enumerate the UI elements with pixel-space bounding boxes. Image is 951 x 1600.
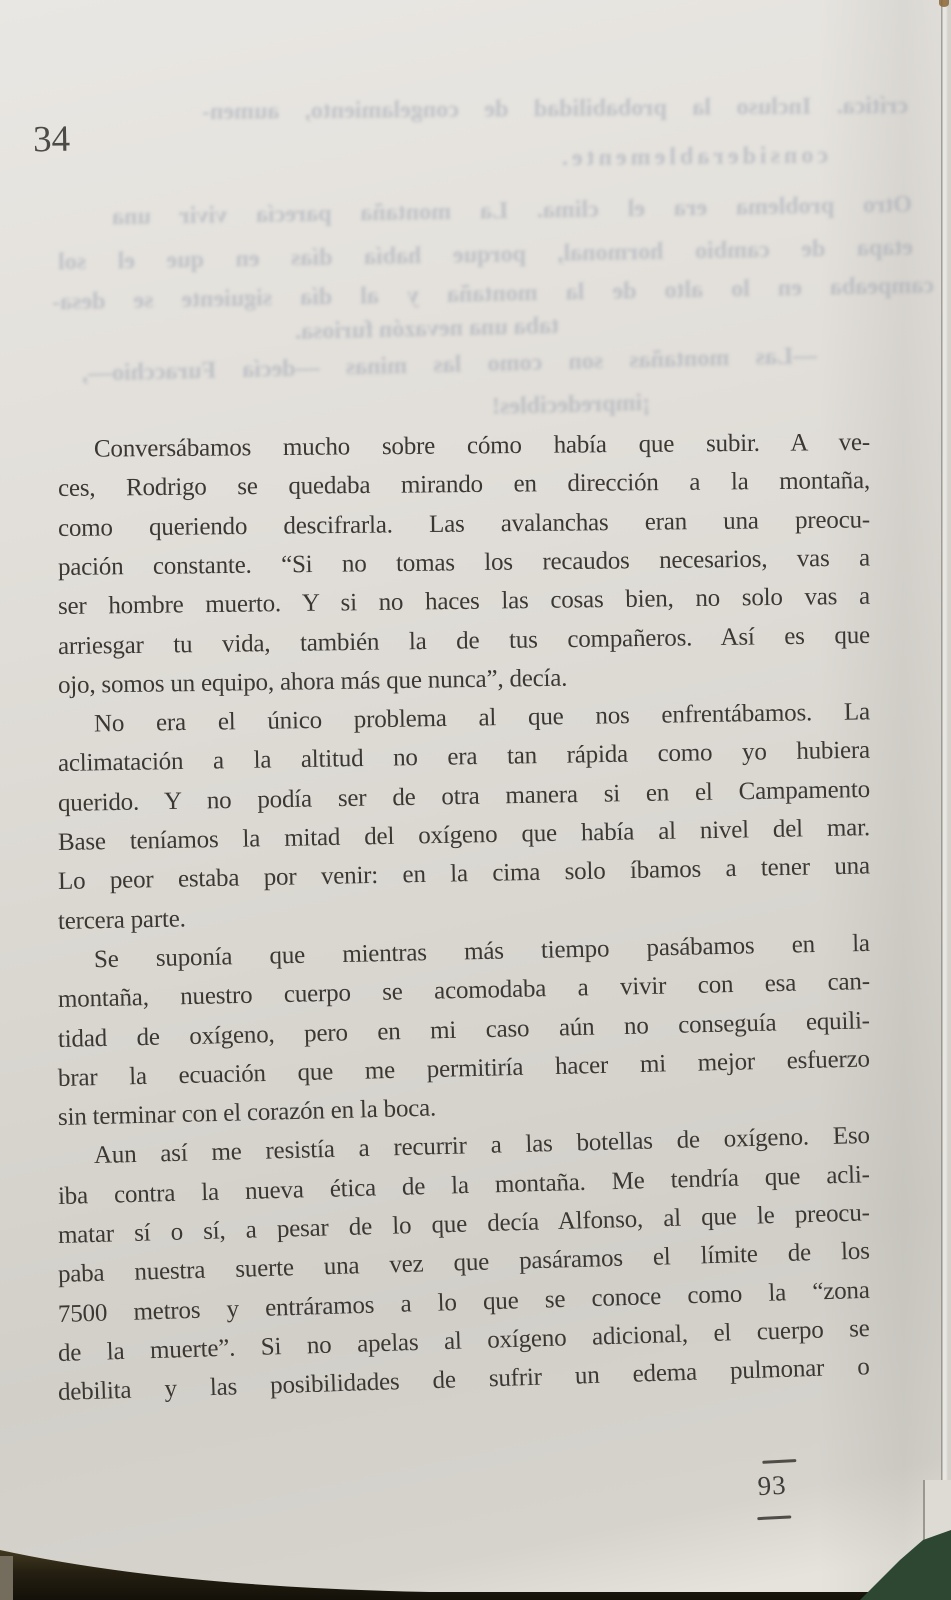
bleedthrough-line: campeaba en lo alto de la montaña y al día siguiente se desa-	[51, 272, 935, 316]
bleedthrough-line: Otro problema era el clima. La montaña parecía vivir una	[111, 191, 913, 231]
text-line: brar la ecuación que me permitiría hacer mi mejor esfuerzo	[57, 1045, 871, 1092]
text-line: debilita y las posibilidades de sufrir un edema pulmonar o	[57, 1353, 871, 1407]
text-line: ojo, somos un equipo, ahora más que nunca”, decía.	[57, 664, 568, 699]
bleedthrough-line: —Las montañas son como las minas —decía Furacchio—,	[81, 343, 818, 387]
text-line: sin terminar con el corazón en la boca.	[57, 1094, 437, 1132]
table-green-corner	[860, 1530, 951, 1600]
text-line: paba nuestra suerte una vez que pasáramos el límite de los	[57, 1237, 871, 1289]
text-line: pación constante. “Si no tomas los recaudos necesarios, vas a	[57, 544, 871, 581]
table-surface	[0, 1480, 951, 1600]
chapter-number: 34	[32, 118, 71, 161]
folio-rule-top	[762, 1459, 796, 1464]
bleedthrough-line: crítica. Incluso la probabilidad de congelamiento, aumen-	[201, 92, 909, 126]
text-line: aclimatación a la altitud no era tan rápida como yo hubiera	[57, 737, 871, 778]
bleedthrough-line: ¡impredecibles!	[491, 389, 651, 421]
text-line: ces, Rodrigo se quedaba mirando en dirección a la montaña,	[57, 467, 871, 503]
text-line: Conversábamos mucho sobre cómo había que subir. A ve-	[93, 428, 871, 463]
text-line: Aun así me resistía a recurrir a las botellas de oxígeno. Eso	[93, 1122, 871, 1170]
text-line: Base teníamos la mitad del oxígeno que había al nivel del mar.	[57, 814, 871, 856]
text-line: Se suponía que mientras más tiempo pasábamos en la	[93, 929, 871, 974]
bleedthrough-line: etapa de cambio hormonal, porque había días en que el sol	[57, 234, 914, 276]
text-line: ser hombre muerto. Y si no haces las cosas bien, no solo vas a	[57, 582, 871, 621]
bleedthrough-line: considerablemente.	[557, 142, 829, 172]
text-line: 7500 metros y entráramos a lo que se conoce como la “zona	[57, 1276, 871, 1328]
text-line: de la muerte”. Si no apelas al oxígeno adicional, el cuerpo se	[57, 1314, 871, 1367]
text-line: como queriendo descifrarla. Las avalanchas eran una preocu-	[57, 505, 871, 542]
text-line: Lo peor estaba por venir: en la cima solo íbamos a tener una	[57, 852, 871, 896]
text-line: iba contra la nueva ética de la montaña. Me tendría que acli-	[57, 1160, 871, 1210]
text-line: No era el único problema al que nos enfrentábamos. La	[93, 698, 871, 738]
bleedthrough-line: taba una nevazón furiosa.	[294, 313, 560, 345]
text-line: tidad de oxígeno, pero en mi caso aún no conseguía equili-	[57, 1006, 871, 1053]
page-bottom-shadow	[0, 1550, 951, 1600]
text-line: querido. Y no podía ser de otra manera si en el Campamento	[57, 775, 871, 817]
text-line: matar sí o sí, a pesar de lo que decía Alfonso, al que le preocu-	[57, 1199, 871, 1249]
text-line: tercera parte.	[57, 905, 186, 935]
page-number: 93	[756, 1469, 788, 1502]
left-edge-sliver	[0, 1556, 13, 1600]
text-line: montaña, nuestro cuerpo se acomodaba a vivir con esa can-	[57, 968, 871, 1014]
text-line: arriesgar tu vida, también la de tus compañeros. Así es que	[57, 621, 871, 660]
